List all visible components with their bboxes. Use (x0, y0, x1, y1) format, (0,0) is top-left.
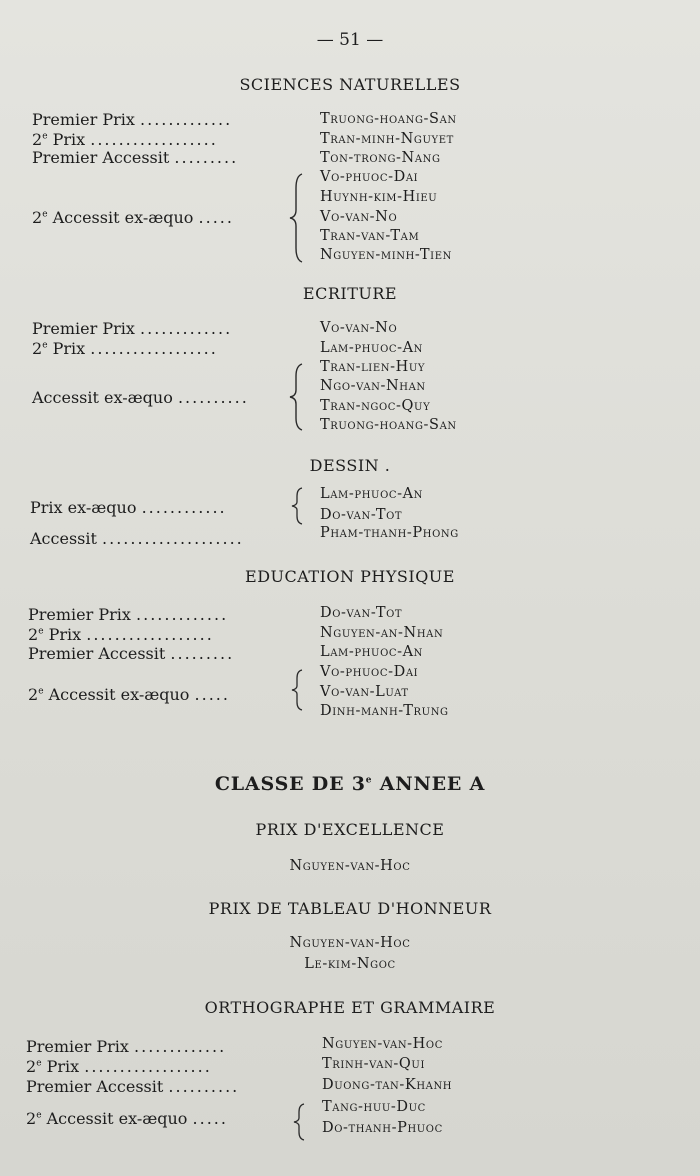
winner-name: Dinh-manh-Trung (320, 703, 449, 719)
section-title-sciences-naturelles: SCIENCES NATURELLES (239, 75, 461, 94)
winner-name: Nguyen-an-Nhan (320, 625, 444, 641)
label-premier-prix: Premier Prix ............. (32, 319, 233, 338)
section-title-prix-excellence: PRIX D'EXCELLENCE (255, 820, 445, 839)
winner-name: Tran-van-Tam (320, 228, 420, 244)
brace-icon (288, 362, 306, 432)
winner-name: Ngo-van-Nhan (320, 378, 426, 394)
label-accessit-ex-aequo: Accessit ex-æquo .......... (32, 388, 249, 407)
label-deuxieme-accessit: 2e Accessit ex-æquo ..... (26, 1109, 228, 1128)
winner-name: Do-thanh-Phuoc (322, 1120, 443, 1136)
winner-name: Lam-phuoc-An (320, 340, 424, 356)
label-premier-accessit: Premier Accessit ......... (28, 644, 235, 663)
winner-name: Vo-phuoc-Dai (320, 664, 419, 680)
brace-icon (290, 668, 306, 712)
label-deuxieme-prix: 2e Prix .................. (32, 130, 218, 149)
brace-icon (292, 1102, 308, 1142)
page-number: — 51 — (316, 30, 384, 50)
winner-name: Vo-phuoc-Dai (320, 169, 419, 185)
winner-name: Tang-huu-Duc (322, 1099, 426, 1115)
winner-name: Tran-ngoc-Quy (320, 398, 431, 414)
winner-name: Nguyen-van-Hoc (289, 935, 411, 951)
section-title-ecriture: ECRITURE (302, 284, 398, 303)
winner-name: Tran-minh-Nguyet (320, 131, 454, 147)
label-premier-prix: Premier Prix ............. (28, 605, 229, 624)
winner-name: Do-van-Tot (320, 605, 403, 621)
winner-name: Duong-tan-Khanh (322, 1077, 453, 1093)
label-deuxieme-prix: 2e Prix .................. (26, 1057, 212, 1076)
winner-name: Trinh-van-Qui (322, 1056, 426, 1072)
section-title-dessin: DESSIN . (309, 456, 391, 475)
label-premier-prix: Premier Prix ............. (26, 1037, 227, 1056)
winner-name: Do-van-Tot (320, 507, 403, 523)
brace-icon (288, 172, 306, 264)
winner-name: Vo-van-No (320, 209, 398, 225)
section-title-education-physique: EDUCATION PHYSIQUE (245, 567, 455, 586)
section-title-tableau-honneur: PRIX DE TABLEAU D'HONNEUR (208, 899, 492, 918)
label-deuxieme-accessit: 2e Accessit ex-æquo ..... (32, 208, 234, 227)
winner-name: Pham-thanh-Phong (320, 525, 459, 541)
label-deuxieme-prix: 2e Prix .................. (32, 339, 218, 358)
winner-name: Nguyen-van-Hoc (289, 858, 411, 874)
label-deuxieme-prix: 2e Prix .................. (28, 625, 214, 644)
winner-name: Ton-trong-Nang (320, 150, 441, 166)
label-premier-prix: Premier Prix ............. (32, 110, 233, 129)
winner-name: Tran-lien-Huy (320, 359, 426, 375)
winner-name: Nguyen-minh-Tien (320, 247, 452, 263)
label-premier-accessit: Premier Accessit ......... (32, 148, 239, 167)
winner-name: Huynh-kim-Hieu (320, 189, 438, 205)
winner-name: Lam-phuoc-An (320, 644, 424, 660)
winner-name: Truong-hoang-San (320, 111, 457, 127)
label-prix-ex-aequo: Prix ex-æquo ............ (30, 498, 227, 517)
winner-name: Nguyen-van-Hoc (322, 1036, 443, 1052)
label-deuxieme-accessit: 2e Accessit ex-æquo ..... (28, 685, 230, 704)
winner-name: Le-kim-Ngoc (304, 956, 396, 972)
winner-name: Vo-van-No (320, 320, 398, 336)
label-accessit: Accessit .................... (30, 529, 244, 548)
label-premier-accessit: Premier Accessit .......... (26, 1077, 240, 1096)
winner-name: Truong-hoang-San (320, 417, 457, 433)
winner-name: Lam-phuoc-An (320, 486, 424, 502)
class-heading: CLASSE DE 3e ANNEE A (214, 773, 486, 795)
winner-name: Vo-van-Luat (320, 684, 409, 700)
brace-icon (290, 486, 306, 526)
section-title-orthographe: ORTHOGRAPHE ET GRAMMAIRE (204, 998, 496, 1017)
